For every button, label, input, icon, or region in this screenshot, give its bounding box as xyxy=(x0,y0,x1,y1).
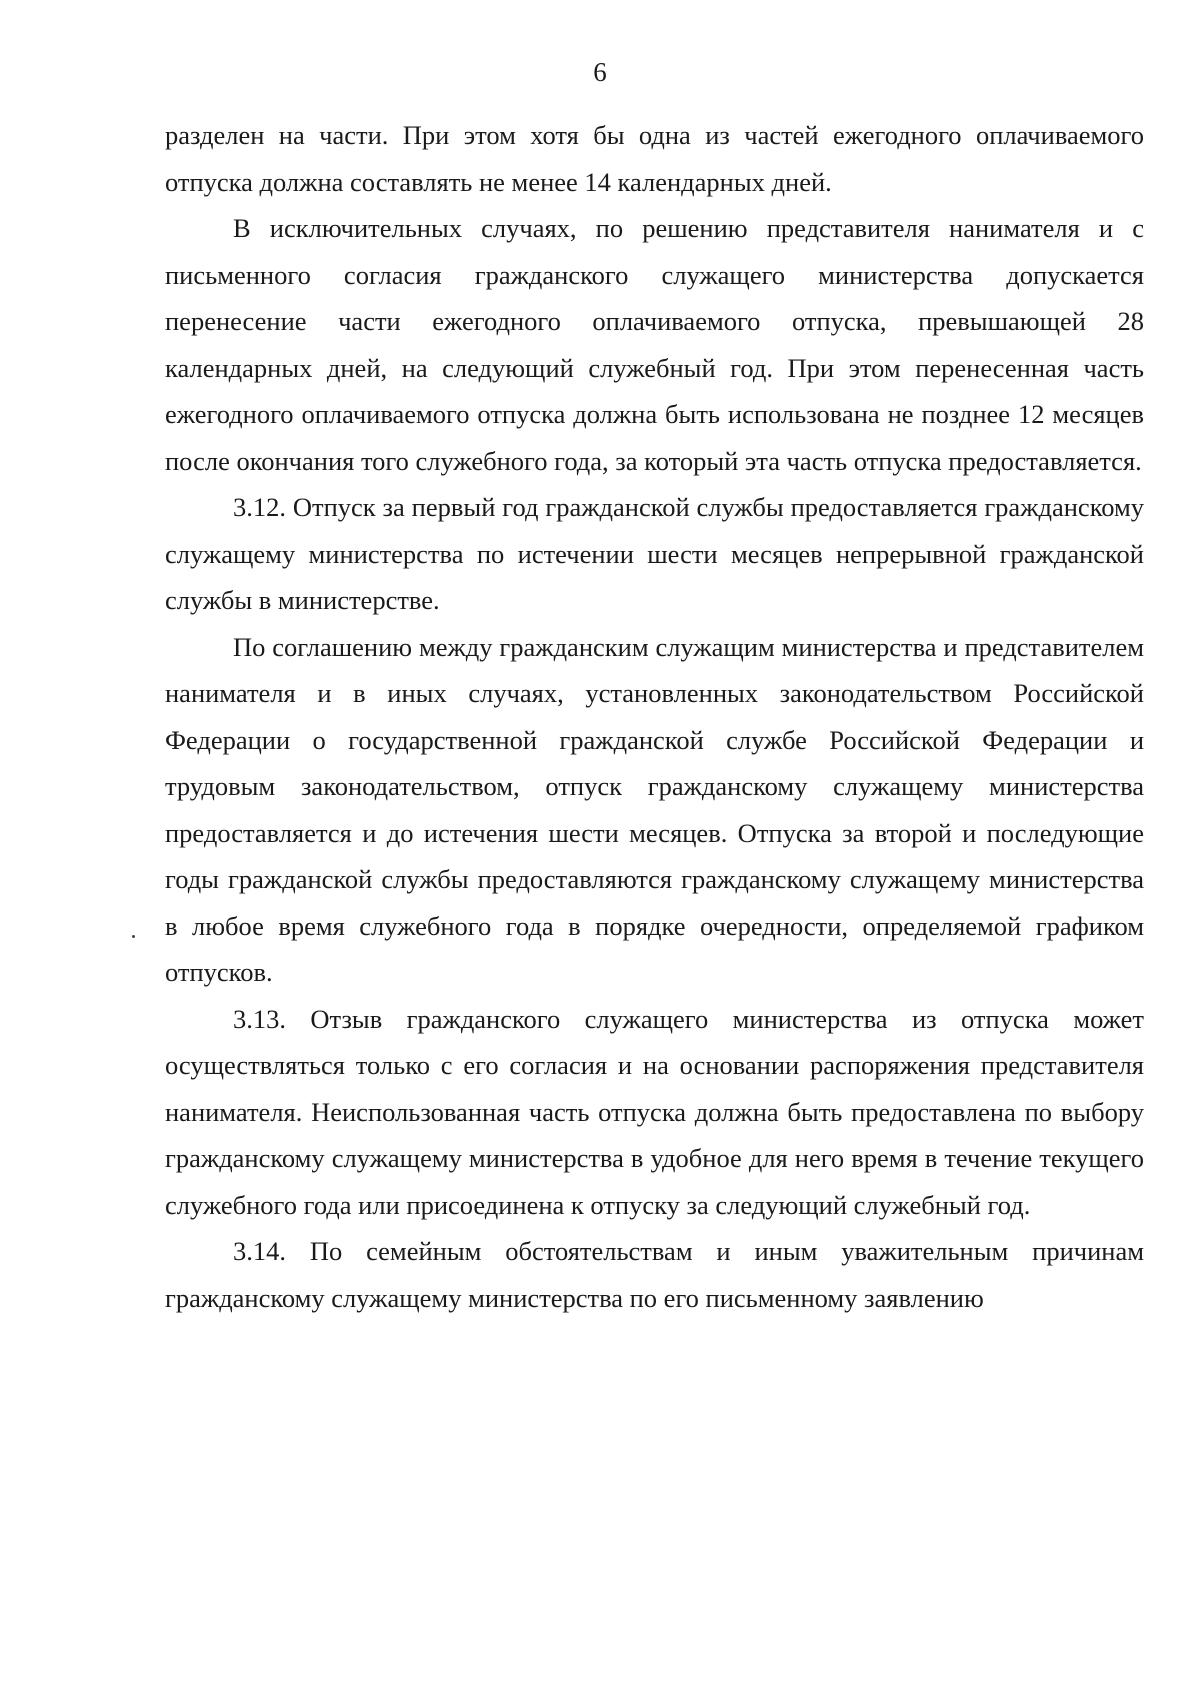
page-number: 6 xyxy=(593,57,607,87)
scan-artifact-dot xyxy=(132,935,135,938)
paragraph-agreement-leave: По соглашению между гражданским служащим министерства и представителем нанимателя и в иных случаях, установленных законодательством Российской Федерации о государственной гражданской службе Российской Федерации и трудовым законодательством, отпуск гражданскому служащему министерства предоставляется и до истечения шести месяцев. Отпуска за второй и последующие годы гражданской службы предоставляются гражданскому служащему министерства в любое время служебного года в порядке очередности, определяемой графиком отпусков. xyxy=(165,631,1144,987)
paragraph-3-13: 3.13. Отзыв гражданского служащего министерства из отпуска может осуществляться только с его согласия и на основании распоряжения представителя нанимателя. Неиспользованная часть отпуска должна быть предоставлена по выбору гражданскому служащему министерства в удобное для него время в течение текущего служебного года или присоединена к отпуску за следующий служебный год. xyxy=(165,1003,1144,1220)
paragraph-transfer-of-leave: В исключительных случаях, по решению представителя нанимателя и с письменного согласия гражданского служащего министерства допускается перенесение части ежегодного оплачиваемого отпуска, превышающей 28 календарных дней, на следующий служебный год. При этом перенесенная часть ежегодного оплачиваемого отпуска должна быть использована не позднее 12 месяцев после окончания того служебного года, за который эта часть отпуска предоставляется. xyxy=(165,213,1144,476)
document-body xyxy=(165,112,1144,1321)
paragraph-3-12: 3.12. Отпуск за первый год гражданской службы предоставляется гражданскому служащему министерства по истечении шести месяцев непрерывной гражданской службы в министерстве. xyxy=(165,492,1144,615)
paragraph-3-14: 3.14. По семейным обстоятельствам и иным уважительным причинам гражданскому служащему министерства по его письменному заявлению xyxy=(165,1236,1144,1313)
paragraph-continuation: разделен на части. При этом хотя бы одна из частей ежегодного оплачиваемого отпуска должна составлять не менее 14 календарных дней. xyxy=(165,120,1144,197)
